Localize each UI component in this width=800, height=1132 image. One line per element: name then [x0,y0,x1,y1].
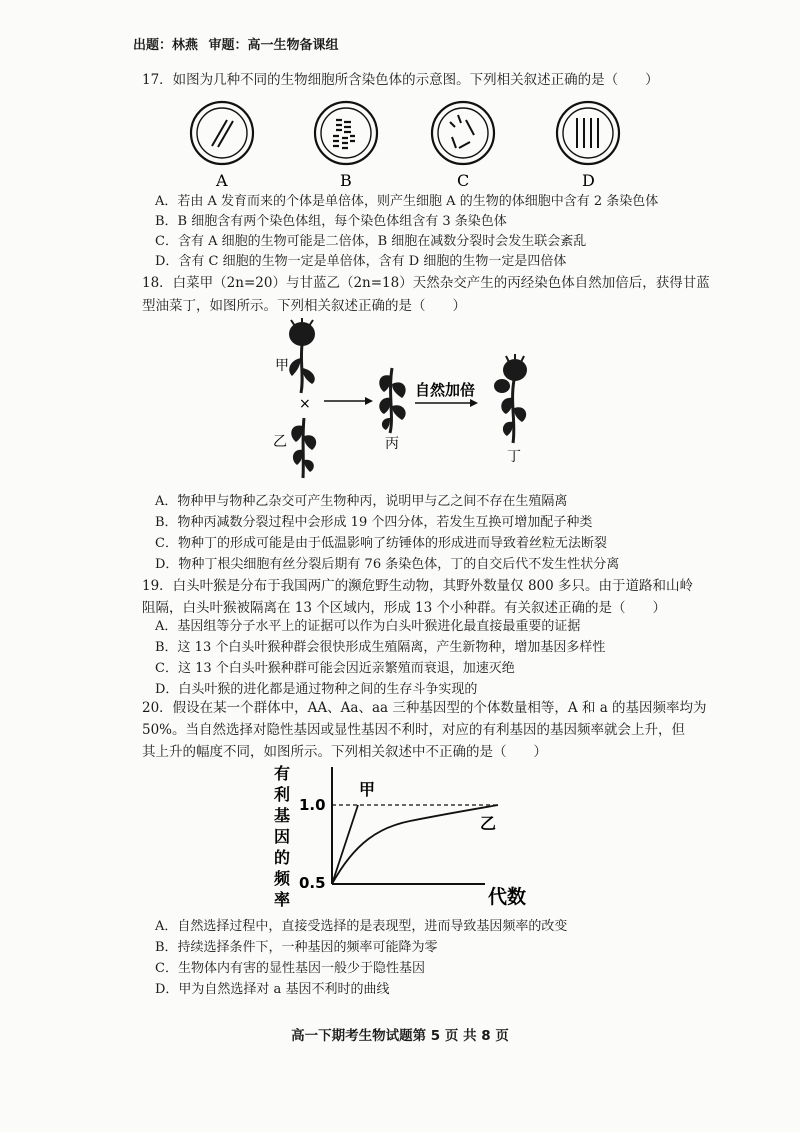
reviewer-label: 审题：高一生物备课组 [208,38,339,53]
q17-option-b: B．B 细胞含有两个染色体组，每个染色体组含有 3 条染色体 [155,214,507,229]
ylabel-char-4: 因 [274,827,291,846]
q17-option-d: D．含有 C 细胞的生物一定是单倍体，含有 D 细胞的生物一定是四倍体 [155,254,567,269]
q19-option-d: D．白头叶猴的进化都是通过物种之间的生存斗争实现的 [155,682,478,697]
q18-stem-line1: 18．白菜甲（2n=20）与甘蓝乙（2n=18）天然杂交产生的丙经染色体自然加倍后，获得甘蓝 [142,275,710,291]
q18-option-b: B．物种丙减数分裂过程中会形成 19 个四分体，若发生互换可增加配子种类 [155,515,593,530]
plant-bing-icon [379,368,405,433]
q17-stem: 17．如图为几种不同的生物细胞所含染色体的示意图。下列相关叙述正确的是（ ） [142,72,659,88]
plant-yi-icon [291,418,316,478]
x-axis-label: 代数 [488,886,527,908]
plant-jia-label: 甲 [275,358,289,374]
q19-stem-line1: 19．白头叶猴是分布于我国两广的濒危野生动物，其野外数量仅 800 多只。由于道路和山岭 [142,578,694,594]
q19-option-b: B．这 13 个白头叶猴种群会很快形成生殖隔离，产生新物种，增加基因多样性 [155,640,606,655]
curve-yi [332,805,498,884]
ylabel-char-3: 基 [274,806,291,825]
page-footer: 高一下期考生物试题第 5 页 共 8 页 [291,1028,509,1044]
q19-option-a: A．基因组等分子水平上的证据可以作为白头叶猴进化最直接最重要的证据 [155,619,581,634]
q20-stem-line1: 20．假设在某一个群体中，AA、Aa、aa 三种基因型的个体数量相等，A 和 a 的基因频率均为 [142,700,707,716]
ylabel-char-7: 率 [274,890,291,909]
author-label: 出题：林燕 [133,38,199,53]
q18-stem-line2: 型油菜丁，如图所示。下列相关叙述正确的是（ ） [142,298,466,314]
q17-option-a: A．若由 A 发育而来的个体是单倍体，则产生细胞 A 的生物的体细胞中含有 2 条染色体 [155,194,659,209]
curve-jia [332,805,358,884]
ytick-0-5: 0.5 [299,874,326,892]
q18-option-a: A．物种甲与物种乙杂交可产生物种丙，说明甲与乙之间不存在生殖隔离 [155,494,568,509]
cell-d-label: D [582,171,595,190]
q18-plant-figure [270,318,570,488]
q17-option-c: C．含有 A 细胞的生物可能是二倍体，B 细胞在减数分裂时会发生联会紊乱 [155,234,587,249]
ytick-1-0: 1.0 [299,796,326,814]
curve-jia-label: 甲 [359,780,376,799]
plant-jia-icon [289,318,315,393]
cell-a-label: A [216,171,228,190]
plant-bing-label: 丙 [385,436,399,452]
ylabel-char-6: 频 [274,869,291,888]
q20-frequency-graph [270,757,540,915]
plant-ding-label: 丁 [507,449,521,465]
ylabel-char-1: 有 [274,764,291,783]
process-label: 自然加倍 [415,381,476,399]
y-axis-label [274,764,291,909]
cell-d [557,102,619,190]
ylabel-char-5: 的 [274,848,291,867]
curve-yi-label: 乙 [480,814,497,833]
plant-yi-label: 乙 [273,434,287,450]
q19-stem-line2: 阻隔，白头叶猴被隔离在 13 个区域内，形成 13 个小种群。有关叙述正确的是（ ） [142,600,667,616]
q17-cells-figure [180,100,630,195]
page-header [133,34,345,53]
q20-option-c: C．生物体内有害的显性基因一般少于隐性基因 [155,961,425,976]
q20-stem-line3: 其上升的幅度不同，如图所示。下列相关叙述中不正确的是（ ） [142,744,547,760]
cell-a [191,102,253,190]
cell-c [432,102,494,190]
q20-option-b: B．持续选择条件下，一种基因的频率可能降为零 [155,940,438,955]
q19-option-c: C．这 13 个白头叶猴种群可能会因近亲繁殖而衰退，加速灭绝 [155,661,515,676]
ylabel-char-2: 利 [274,785,291,804]
q20-option-a: A．自然选择过程中，直接受选择的是表现型，进而导致基因频率的改变 [155,919,568,934]
cell-c-label: C [457,171,470,190]
q18-option-c: C．物种丁的形成可能是由于低温影响了纺锤体的形成进而导致着丝粒无法断裂 [155,536,607,551]
cell-b [315,102,377,190]
q18-option-d: D．物种丁根尖细胞有丝分裂后期有 76 条染色体，丁的自交后代不发生性状分离 [155,557,620,572]
q20-stem-line2: 50%。当自然选择对隐性基因或显性基因不利时，对应的有利基因的基因频率就会上升，但 [142,722,686,738]
cross-symbol: × [299,396,311,412]
cell-b-label: B [340,171,352,190]
plant-ding-icon [494,354,527,443]
q20-option-d: D．甲为自然选择对 a 基因不利时的曲线 [155,982,390,997]
